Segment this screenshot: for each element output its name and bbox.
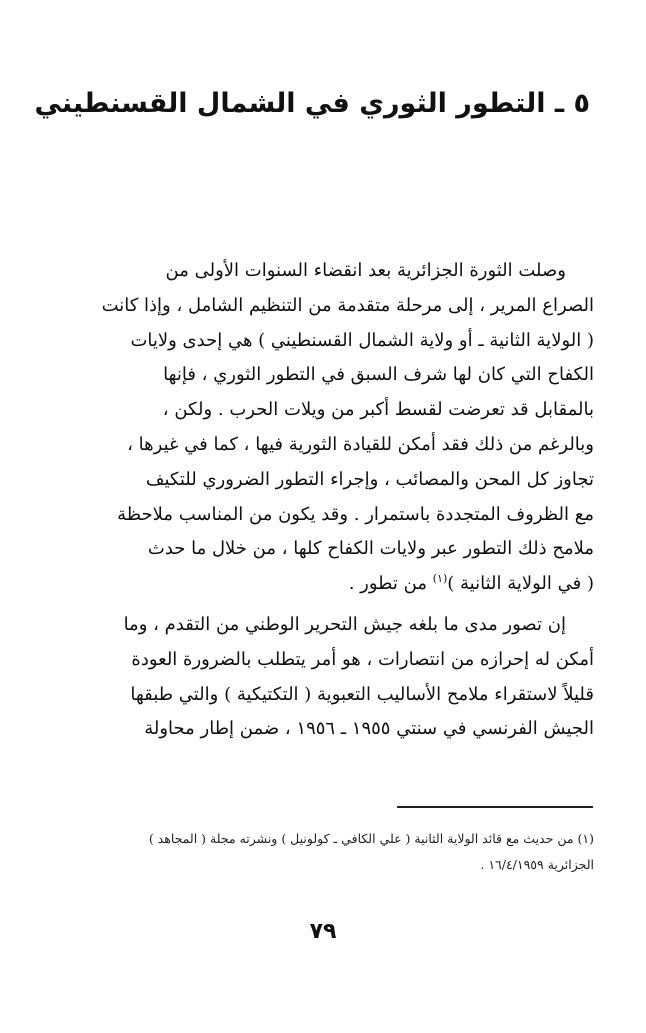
paragraph-1 bbox=[54, 254, 594, 602]
text-line: الكفاح التي كان لها شرف السبق في التطور الثوري ، فإنها bbox=[163, 364, 594, 386]
footnote-line: الجزائرية ١٦/٤/١٩٥٩ . bbox=[480, 857, 594, 872]
text-line: ملامح ذلك التطور عبر ولايات الكفاح كلها ، من خلال ما حدث bbox=[147, 538, 594, 560]
text-line-last bbox=[54, 567, 594, 602]
text-line: وصلت الثورة الجزائرية بعد انقضاء السنوات الأولى من bbox=[165, 260, 566, 281]
footnote bbox=[54, 826, 594, 878]
text-line: الجيش الفرنسي في سنتي ١٩٥٥ ـ ١٩٥٦ ، ضمن إطار محاولة bbox=[144, 718, 594, 740]
text-line: ( الولاية الثانية ـ أو ولاية الشمال القسنطيني ) هي إحدى ولايات bbox=[130, 329, 594, 351]
text-segment: من تطور . bbox=[348, 573, 433, 595]
text-line: تجاوز كل المحن والمصائب ، وإجراء التطور الضروري للتكيف bbox=[145, 468, 594, 490]
paragraph-2 bbox=[54, 608, 594, 747]
footnote-line: (١) من حديث مع قائد الولاية الثانية ( علي الكافي ـ كولونيل ) ونشرته مجلة ( المجاهد ) bbox=[148, 831, 594, 846]
body-text bbox=[54, 254, 594, 747]
text-line: مع الظروف المتجددة باستمرار . وقد يكون من المناسب ملاحظة bbox=[117, 503, 594, 525]
text-line: وبالرغم من ذلك فقد أمكن للقيادة الثورية فيها ، كما في غيرها ، bbox=[127, 433, 594, 455]
text-line: قليلاً لاستقراء ملامح الأساليب التعبوية ( التكتيكية ) والتي طبقها bbox=[130, 683, 594, 705]
text-line: إن تصور مدى ما بلغه جيش التحرير الوطني من التقدم ، وما bbox=[123, 613, 566, 635]
text-line: بالمقابل قد تعرضت لقسط أكبر من ويلات الحرب . ولكن ، bbox=[162, 399, 594, 421]
footnote-divider bbox=[397, 806, 593, 808]
page-number: ٧٩ bbox=[309, 919, 337, 944]
text-line: أمكن له إحرازه من انتصارات ، هو أمر يتطلب بالضرورة العودة bbox=[131, 648, 594, 670]
footnote-marker: (١) bbox=[432, 572, 448, 586]
text-segment: ( في الولاية الثانية ) bbox=[447, 573, 594, 595]
text-line: الصراع المرير ، إلى مرحلة متقدمة من التنظيم الشامل ، وإذا كانت bbox=[101, 294, 594, 316]
chapter-title: ٥ ـ التطور الثوري في الشمال القسنطيني bbox=[34, 88, 590, 119]
